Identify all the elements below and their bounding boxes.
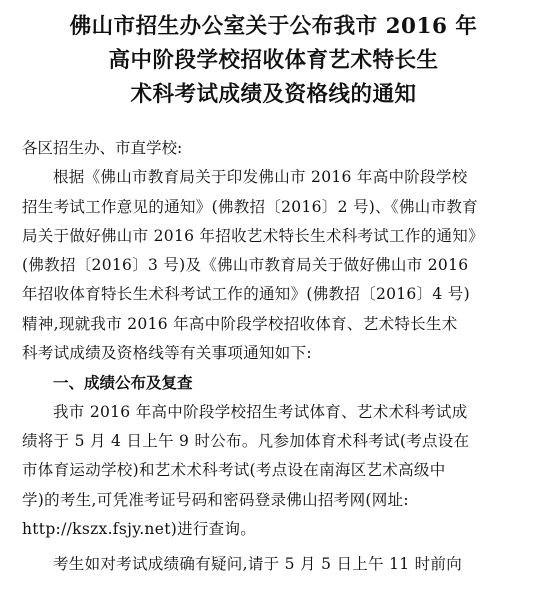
salutation: 各区招生办、市直学校: (22, 139, 183, 157)
paragraph-line: 年招收体育特长生术科考试工作的通知》(佛教招〔2016〕4 号) (22, 285, 470, 304)
title-line-1: 佛山市招生办公室关于公布我市 2016 年 (69, 14, 478, 39)
paragraph-review (22, 550, 525, 579)
paragraph-basis (22, 163, 525, 368)
title-line-2: 高中阶段学校招收体育艺术特长生 (108, 48, 439, 73)
paragraph-line: 学)的考生,可凭准考证号码和密码登录佛山招考网(网址: (22, 490, 409, 509)
paragraph-line: 局关于做好佛山市 2016 年招收艺术特长生术科考试工作的通知》 (22, 226, 484, 245)
document-title (22, 10, 525, 112)
paragraph-line: (佛教招〔2016〕3 号)及《佛山市教育局关于做好佛山市 2016 (22, 256, 469, 275)
paragraph-line: 精神,现就我市 2016 年高中阶段学校招收体育、艺术特长生术 (22, 314, 458, 333)
paragraph-line: 招生考试工作意见的通知》(佛教招〔2016〕2 号)、《佛山市教育 (22, 197, 478, 216)
paragraph-line: 根据《佛山市教育局关于印发佛山市 2016 年高中阶段学校 (53, 168, 468, 187)
paragraph-line: http://kszx.fsjy.net)进行查询。 (22, 519, 257, 538)
paragraph-line: 绩将于 5 月 4 日上午 9 时公布。凡参加体育术科考试(考点设在 (22, 431, 470, 450)
paragraph-results (22, 398, 525, 544)
paragraph-line: 科考试成绩及资格线等有关事项通知如下: (22, 344, 312, 363)
paragraph-line: 考生如对考试成绩确有疑问,请于 5 月 5 日上午 11 时前向 (53, 555, 463, 574)
paragraph-line: 市体育运动学校)和艺术术科考试(考点设在南海区艺术高级中 (22, 461, 446, 480)
section-heading: 一、成绩公布及复查 (53, 373, 193, 393)
paragraph-line: 我市 2016 年高中阶段学校招生考试体育、艺术术科考试成 (53, 402, 468, 421)
title-line-3: 术科考试成绩及资格线的通知 (130, 82, 417, 107)
